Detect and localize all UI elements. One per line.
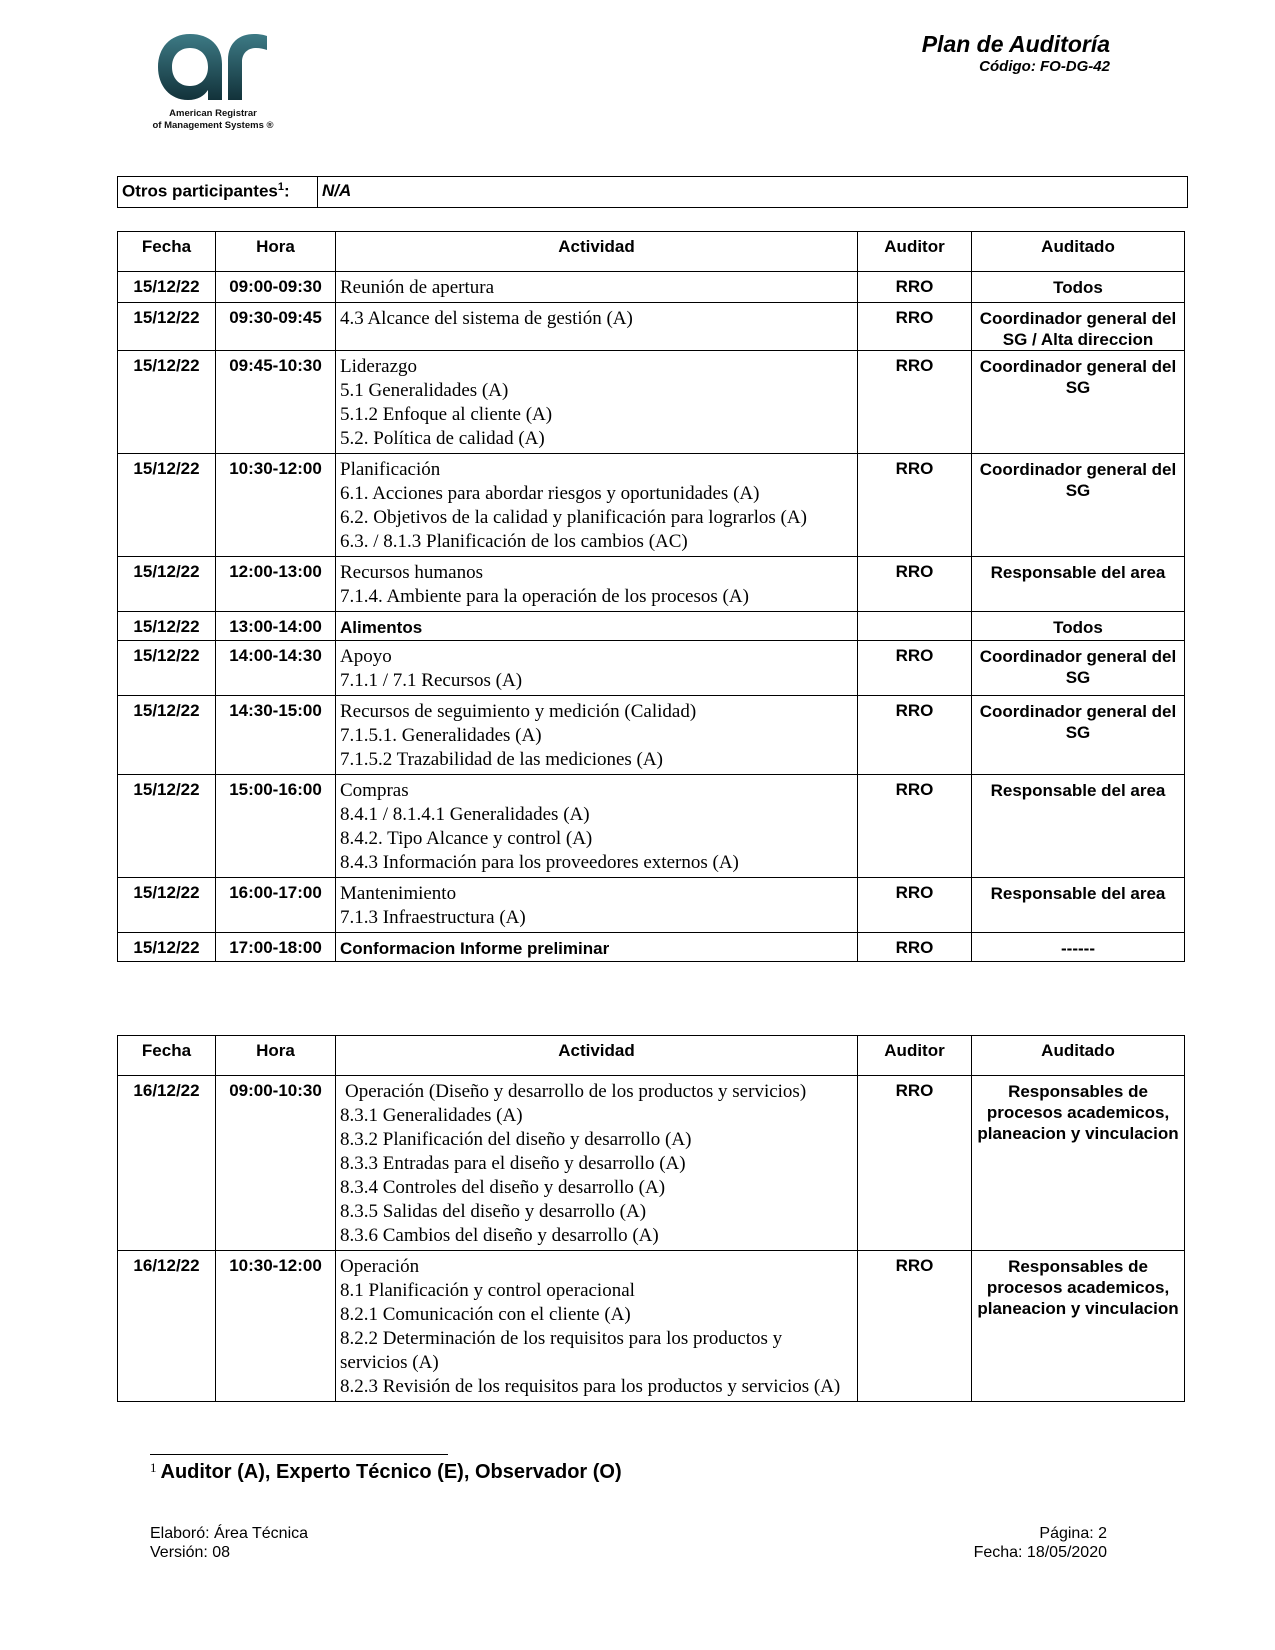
- cell-auditor: RRO: [858, 1076, 972, 1251]
- cell-auditado: Responsable del area: [972, 775, 1185, 878]
- activity-line: 8.2.2 Determinación de los requisitos para los productos y servicios (A): [340, 1328, 783, 1373]
- cell-actividad: [336, 641, 858, 696]
- activity-line: 7.1.5.2 Trazabilidad de las mediciones (A): [340, 749, 663, 770]
- cell-auditor: RRO: [858, 557, 972, 612]
- activity-line: Operación: [340, 1256, 420, 1277]
- cell-auditor: RRO: [858, 1251, 972, 1402]
- activity-line: 7.1.4. Ambiente para la operación de los procesos (A): [340, 586, 749, 607]
- cell-hora: 14:00-14:30: [216, 641, 336, 696]
- document-code: Código: FO-DG-42: [979, 58, 1110, 75]
- cell-auditor: RRO: [858, 775, 972, 878]
- cell-actividad: [336, 612, 858, 641]
- cell-auditor: RRO: [858, 303, 972, 351]
- ar-logo-mark-icon: [156, 30, 268, 102]
- schedule-table-day-1: [117, 231, 1185, 962]
- activity-line: Planificación: [340, 459, 441, 480]
- document-title: Plan de Auditoría: [921, 31, 1110, 57]
- table-row: [118, 641, 1185, 696]
- cell-fecha: 15/12/22: [118, 696, 216, 775]
- cell-auditor: [858, 612, 972, 641]
- activity-line: 8.3.4 Controles del diseño y desarrollo (A): [340, 1177, 666, 1198]
- cell-auditor: RRO: [858, 641, 972, 696]
- participants-label-cell: [118, 177, 318, 208]
- cell-auditado: ------: [972, 933, 1185, 962]
- table-header-row: [118, 232, 1185, 272]
- cell-hora: 09:00-09:30: [216, 272, 336, 303]
- table-row: [118, 612, 1185, 641]
- cell-actividad: [336, 1251, 858, 1402]
- cell-auditado: Responsables de procesos academicos, planeacion y vinculacion: [972, 1251, 1185, 1402]
- cell-auditor: RRO: [858, 878, 972, 933]
- table-row: [118, 351, 1185, 454]
- cell-auditor: RRO: [858, 351, 972, 454]
- table-header-row: [118, 1036, 1185, 1076]
- cell-hora: 16:00-17:00: [216, 878, 336, 933]
- column-header-fecha: Fecha: [118, 1036, 216, 1076]
- footnote-text: Auditor (A), Experto Técnico (E), Observador (O): [160, 1461, 622, 1483]
- activity-line: Reunión de apertura: [340, 277, 495, 298]
- participants-table: [117, 176, 1188, 208]
- schedule-table-day-2: [117, 1035, 1185, 1402]
- cell-auditor: RRO: [858, 933, 972, 962]
- activity-line: Conformacion Informe preliminar: [340, 939, 610, 958]
- table-row: [118, 696, 1185, 775]
- column-header-fecha: Fecha: [118, 232, 216, 272]
- footnote-divider: [150, 1454, 448, 1455]
- activity-line: 8.2.1 Comunicación con el cliente (A): [340, 1304, 631, 1325]
- logo-caption-line-1: American Registrar: [169, 108, 257, 119]
- activity-line: Recursos de seguimiento y medición (Calidad): [340, 701, 697, 722]
- participants-footnote-ref: 1: [277, 181, 284, 193]
- table-row: [118, 1251, 1185, 1402]
- table-row: [118, 303, 1185, 351]
- column-header-hora: Hora: [216, 232, 336, 272]
- cell-auditado: Responsables de procesos academicos, planeacion y vinculacion: [972, 1076, 1185, 1251]
- cell-fecha: 15/12/22: [118, 454, 216, 557]
- cell-actividad: [336, 775, 858, 878]
- cell-fecha: 15/12/22: [118, 351, 216, 454]
- activity-line: 6.2. Objetivos de la calidad y planificación para lograrlos (A): [340, 507, 807, 528]
- cell-auditado: Responsable del area: [972, 878, 1185, 933]
- activity-line: Recursos humanos: [340, 562, 484, 583]
- logo-caption-line-2: of Management Systems ®: [152, 120, 274, 131]
- cell-hora: 10:30-12:00: [216, 454, 336, 557]
- footer-elaboro: Elaboró: Área Técnica: [150, 1525, 309, 1542]
- footer-date: Fecha: 18/05/2020: [973, 1544, 1107, 1561]
- logo-caption: [138, 108, 288, 132]
- activity-line: 4.3 Alcance del sistema de gestión (A): [340, 308, 633, 329]
- cell-auditado: Coordinador general del SG: [972, 351, 1185, 454]
- cell-auditado: Coordinador general del SG: [972, 696, 1185, 775]
- column-header-hora: Hora: [216, 1036, 336, 1076]
- table-row: [118, 775, 1185, 878]
- cell-actividad: [336, 454, 858, 557]
- cell-auditor: RRO: [858, 272, 972, 303]
- cell-hora: 17:00-18:00: [216, 933, 336, 962]
- activity-line: 8.3.1 Generalidades (A): [340, 1105, 523, 1126]
- activity-line: Compras: [340, 780, 409, 801]
- cell-auditado: Todos: [972, 612, 1185, 641]
- activity-line: 5.1 Generalidades (A): [340, 380, 509, 401]
- footer-left: [150, 1524, 308, 1562]
- column-header-actividad: Actividad: [336, 1036, 858, 1076]
- table-row: [118, 1076, 1185, 1251]
- cell-hora: 09:45-10:30: [216, 351, 336, 454]
- cell-hora: 09:00-10:30: [216, 1076, 336, 1251]
- company-logo: [138, 30, 288, 140]
- cell-auditado: Responsable del area: [972, 557, 1185, 612]
- cell-hora: 14:30-15:00: [216, 696, 336, 775]
- cell-fecha: 16/12/22: [118, 1076, 216, 1251]
- activity-line: 7.1.1 / 7.1 Recursos (A): [340, 670, 523, 691]
- activity-line: Alimentos: [340, 618, 423, 637]
- table-row: [118, 557, 1185, 612]
- cell-actividad: [336, 557, 858, 612]
- footer-version: Versión: 08: [150, 1544, 231, 1561]
- cell-auditor: RRO: [858, 454, 972, 557]
- cell-fecha: 15/12/22: [118, 775, 216, 878]
- participants-label-suffix: :: [284, 181, 290, 201]
- participants-row: [118, 177, 1188, 208]
- activity-line: Operación (Diseño y desarrollo de los productos y servicios): [345, 1081, 807, 1102]
- column-header-actividad: Actividad: [336, 232, 858, 272]
- cell-hora: 09:30-09:45: [216, 303, 336, 351]
- column-header-auditado: Auditado: [972, 232, 1185, 272]
- activity-line: 8.2.3 Revisión de los requisitos para los productos y servicios (A): [340, 1376, 841, 1397]
- cell-fecha: 15/12/22: [118, 878, 216, 933]
- cell-fecha: 15/12/22: [118, 303, 216, 351]
- activity-line: Apoyo: [340, 646, 392, 667]
- activity-line: 8.4.3 Información para los proveedores externos (A): [340, 852, 739, 873]
- cell-fecha: 15/12/22: [118, 557, 216, 612]
- cell-actividad: [336, 351, 858, 454]
- cell-fecha: 15/12/22: [118, 933, 216, 962]
- activity-line: Liderazgo: [340, 356, 418, 377]
- activity-line: 8.1 Planificación y control operacional: [340, 1280, 635, 1301]
- table-row: [118, 454, 1185, 557]
- activity-line: 6.1. Acciones para abordar riesgos y oportunidades (A): [340, 483, 760, 504]
- activity-line: 8.4.2. Tipo Alcance y control (A): [340, 828, 593, 849]
- cell-auditor: RRO: [858, 696, 972, 775]
- participants-label: Otros participantes: [122, 181, 278, 201]
- activity-line: 5.1.2 Enfoque al cliente (A): [340, 404, 553, 425]
- cell-hora: 10:30-12:00: [216, 1251, 336, 1402]
- activity-line: 8.4.1 / 8.1.4.1 Generalidades (A): [340, 804, 590, 825]
- cell-actividad: [336, 1076, 858, 1251]
- column-header-auditado: Auditado: [972, 1036, 1185, 1076]
- activity-line: 7.1.3 Infraestructura (A): [340, 907, 526, 928]
- cell-fecha: 15/12/22: [118, 641, 216, 696]
- cell-actividad: [336, 878, 858, 933]
- cell-fecha: 16/12/22: [118, 1251, 216, 1402]
- cell-hora: 12:00-13:00: [216, 557, 336, 612]
- cell-actividad: [336, 272, 858, 303]
- column-header-auditor: Auditor: [858, 232, 972, 272]
- cell-actividad: [336, 933, 858, 962]
- activity-line: 8.3.6 Cambios del diseño y desarrollo (A): [340, 1225, 659, 1246]
- activity-line: 8.3.5 Salidas del diseño y desarrollo (A): [340, 1201, 647, 1222]
- footer-page: Página: 2: [1039, 1525, 1107, 1542]
- table-row: [118, 933, 1185, 962]
- participants-value: N/A: [318, 177, 1188, 208]
- column-header-auditor: Auditor: [858, 1036, 972, 1076]
- cell-fecha: 15/12/22: [118, 272, 216, 303]
- activity-line: 7.1.5.1. Generalidades (A): [340, 725, 542, 746]
- footnote-number: 1: [150, 1460, 157, 1475]
- cell-auditado: Todos: [972, 272, 1185, 303]
- cell-hora: 15:00-16:00: [216, 775, 336, 878]
- table-row: [118, 878, 1185, 933]
- footnote: [150, 1461, 622, 1484]
- cell-auditado: Coordinador general del SG: [972, 641, 1185, 696]
- activity-line: 5.2. Política de calidad (A): [340, 428, 545, 449]
- cell-auditado: Coordinador general del SG / Alta direccion: [972, 303, 1185, 351]
- table-row: [118, 272, 1185, 303]
- activity-line: 8.3.3 Entradas para el diseño y desarrollo (A): [340, 1153, 686, 1174]
- cell-hora: 13:00-14:00: [216, 612, 336, 641]
- footer-right: [974, 1524, 1107, 1562]
- cell-fecha: 15/12/22: [118, 612, 216, 641]
- activity-line: 8.3.2 Planificación del diseño y desarrollo (A): [340, 1129, 692, 1150]
- cell-actividad: [336, 696, 858, 775]
- cell-auditado: Coordinador general del SG: [972, 454, 1185, 557]
- activity-line: Mantenimiento: [340, 883, 457, 904]
- cell-actividad: [336, 303, 858, 351]
- activity-line: 6.3. / 8.1.3 Planificación de los cambios (AC): [340, 531, 688, 552]
- document-header: [922, 30, 1110, 76]
